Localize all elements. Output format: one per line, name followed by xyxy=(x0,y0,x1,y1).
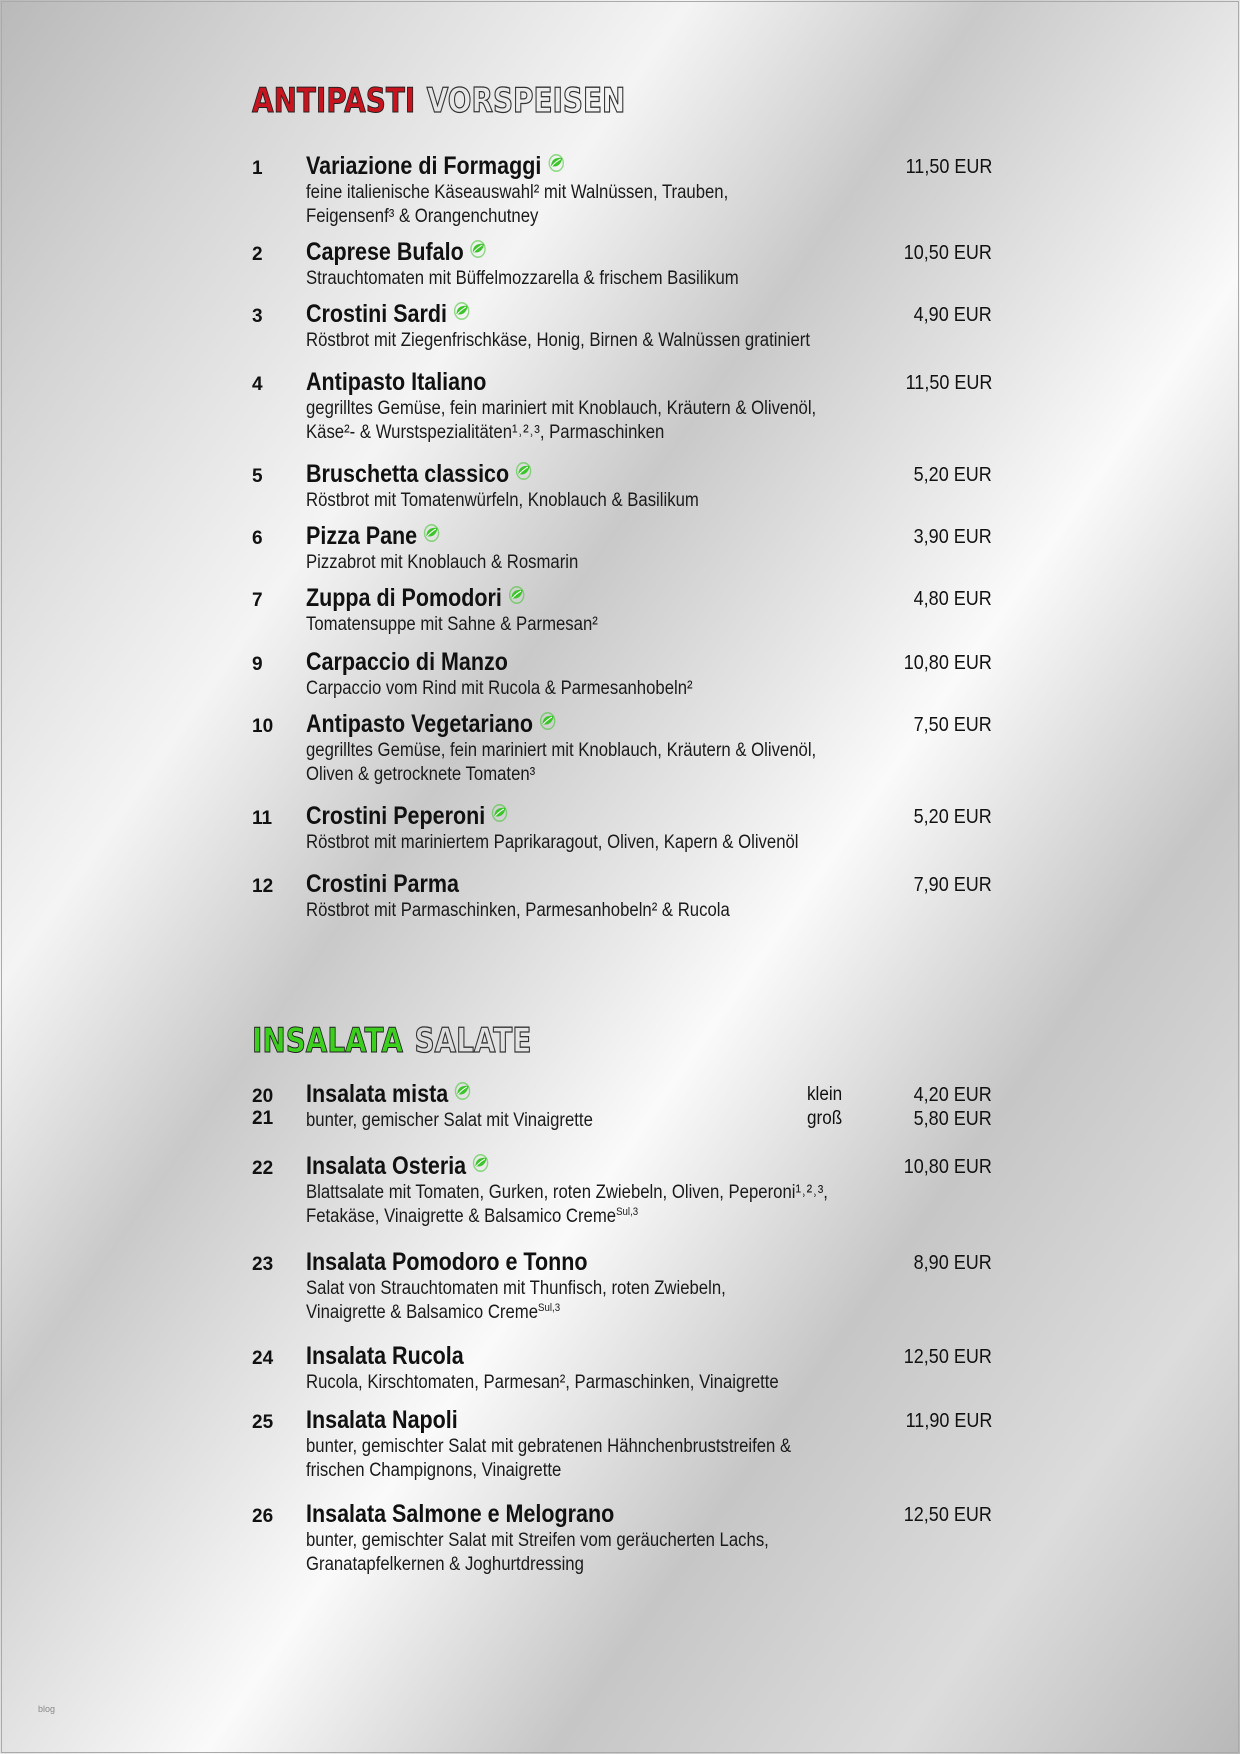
item-description: Tomatensuppe mit Sahne & Parmesan² xyxy=(306,614,598,635)
item-description: Strauchtomaten mit Büffelmozzarella & frischem Basilikum xyxy=(306,268,739,289)
item-price: 10,80 EUR xyxy=(903,652,992,674)
item-description: Granatapfelkernen & Joghurtdressing xyxy=(306,1554,584,1575)
size-label-small: klein xyxy=(807,1084,843,1105)
item-price: 4,80 EUR xyxy=(913,588,992,610)
item-name: Insalata Rucola xyxy=(306,1342,464,1370)
item-description: Röstbrot mit Tomatenwürfeln, Knoblauch & Basilikum xyxy=(306,490,699,511)
item-description: frischen Champignons, Vinaigrette xyxy=(306,1460,562,1481)
item-name: Carpaccio di Manzo xyxy=(306,648,508,676)
item-description: Röstbrot mit Ziegenfrischkäse, Honig, Birnen & Walnüssen gratiniert xyxy=(306,330,810,351)
section-title-sub: VORSPEISEN xyxy=(426,81,626,121)
item-number: 6 xyxy=(252,528,263,549)
item-price: 10,50 EUR xyxy=(903,242,992,264)
item-name: Antipasto Italiano xyxy=(306,368,487,396)
item-description: Röstbrot mit mariniertem Paprikaragout, Oliven, Kapern & Olivenöl xyxy=(306,832,799,853)
item-description: gegrilltes Gemüse, fein mariniert mit Knoblauch, Kräutern & Olivenöl, xyxy=(306,740,817,761)
watermark: blog xyxy=(38,1704,56,1714)
item-number: 3 xyxy=(252,306,263,327)
item-description: bunter, gemischter Salat mit gebratenen Hähnchenbruststreifen & xyxy=(306,1436,792,1457)
item-price: 12,50 EUR xyxy=(903,1504,992,1526)
item-price: 11,50 EUR xyxy=(905,372,992,394)
item-number: 12 xyxy=(252,876,274,897)
section-title-main: ANTIPASTI xyxy=(252,81,416,121)
item-number: 26 xyxy=(252,1506,274,1527)
page-frame xyxy=(1,1,1239,1753)
vegetarian-leaf-icon xyxy=(471,1154,490,1172)
item-description: Vinaigrette & Balsamico Creme$^{Sul,3}$ xyxy=(306,1302,561,1323)
vegetarian-leaf-icon xyxy=(452,302,471,320)
item-description: Käse²- & Wurstspezialitäten¹˒²˒³, Parmaschinken xyxy=(306,422,665,443)
item-number: 25 xyxy=(252,1412,274,1433)
item-description: bunter, gemischter Salat mit Streifen vom geräucherten Lachs, xyxy=(306,1530,769,1551)
item-name: Insalata mista xyxy=(306,1080,472,1109)
item-number: 24 xyxy=(252,1348,274,1369)
vegetarian-leaf-icon xyxy=(490,804,509,822)
item-name: Insalata Salmone e Melograno xyxy=(306,1500,615,1528)
item-description: Rucola, Kirschtomaten, Parmesan², Parmaschinken, Vinaigrette xyxy=(306,1372,779,1393)
item-price: 7,50 EUR xyxy=(913,714,992,736)
item-description: Blattsalate mit Tomaten, Gurken, roten Zwiebeln, Oliven, Peperoni¹˒²˒³, xyxy=(306,1182,828,1203)
item-number: 23 xyxy=(252,1254,274,1275)
item-name: Insalata Napoli xyxy=(306,1406,458,1434)
item-description: Fetakäse, Vinaigrette & Balsamico Creme$^{Sul,3}$ xyxy=(306,1206,639,1227)
size-label-large: groß xyxy=(807,1108,843,1129)
item-description: gegrilltes Gemüse, fein mariniert mit Knoblauch, Kräutern & Olivenöl, xyxy=(306,398,817,419)
item-number: 1 xyxy=(252,158,263,179)
item-price: 7,90 EUR xyxy=(913,874,992,896)
item-price: 5,20 EUR xyxy=(913,464,992,486)
item-price: 5,20 EUR xyxy=(913,806,992,828)
item-description: Pizzabrot mit Knoblauch & Rosmarin xyxy=(306,552,579,573)
item-name: Bruschetta classico xyxy=(306,460,533,489)
item-number-secondary: 21 xyxy=(252,1108,274,1129)
section-title-main: INSALATA xyxy=(252,1021,403,1061)
item-number: 2 xyxy=(252,244,263,265)
section-title-sub: SALATE xyxy=(414,1021,532,1061)
section-title-antipasti xyxy=(252,81,626,121)
item-price: 10,80 EUR xyxy=(903,1156,992,1178)
item-name: Insalata Osteria xyxy=(306,1152,490,1181)
item-number: 20 xyxy=(252,1086,274,1107)
item-name: Pizza Pane xyxy=(306,522,441,551)
item-description: feine italienische Käseauswahl² mit Walnüssen, Trauben, xyxy=(306,182,729,203)
item-name: Insalata Pomodoro e Tonno xyxy=(306,1248,588,1276)
item-description: Oliven & getrocknete Tomaten³ xyxy=(306,764,536,785)
item-price: 4,20 EUR xyxy=(913,1084,992,1106)
item-price-secondary: 5,80 EUR xyxy=(913,1108,992,1130)
item-number: 4 xyxy=(252,374,263,395)
vegetarian-leaf-icon xyxy=(514,462,533,480)
item-description: Feigensenf³ & Orangenchutney xyxy=(306,206,539,227)
item-name: Caprese Bufalo xyxy=(306,238,488,267)
item-price: 11,90 EUR xyxy=(905,1410,992,1432)
item-price: 8,90 EUR xyxy=(913,1252,992,1274)
item-description: bunter, gemischer Salat mit Vinaigrette xyxy=(306,1110,593,1131)
item-price: 4,90 EUR xyxy=(913,304,992,326)
vegetarian-leaf-icon xyxy=(538,712,557,730)
vegetarian-leaf-icon xyxy=(453,1082,472,1100)
item-name: Antipasto Vegetariano xyxy=(306,710,557,739)
item-number: 9 xyxy=(252,654,263,675)
item-name: Crostini Peperoni xyxy=(306,802,509,831)
section-title-insalata xyxy=(252,1021,532,1061)
item-number: 22 xyxy=(252,1158,274,1179)
item-number: 10 xyxy=(252,716,274,737)
item-price: 3,90 EUR xyxy=(913,526,992,548)
item-price: 12,50 EUR xyxy=(903,1346,992,1368)
item-description: Salat von Strauchtomaten mit Thunfisch, roten Zwiebeln, xyxy=(306,1278,726,1299)
item-name: Zuppa di Pomodori xyxy=(306,584,526,613)
item-price: 11,50 EUR xyxy=(905,156,992,178)
vegetarian-leaf-icon xyxy=(507,586,526,604)
vegetarian-leaf-icon xyxy=(547,154,566,172)
item-number: 11 xyxy=(252,808,273,829)
vegetarian-leaf-icon xyxy=(469,240,488,258)
item-number: 5 xyxy=(252,466,263,487)
item-name: Variazione di Formaggi xyxy=(306,152,565,181)
vegetarian-leaf-icon xyxy=(422,524,441,542)
item-name: Crostini Parma xyxy=(306,870,459,898)
item-name: Crostini Sardi xyxy=(306,300,471,329)
item-number: 7 xyxy=(252,590,263,611)
item-description: Röstbrot mit Parmaschinken, Parmesanhobeln² & Rucola xyxy=(306,900,730,921)
item-description: Carpaccio vom Rind mit Rucola & Parmesanhobeln² xyxy=(306,678,693,699)
